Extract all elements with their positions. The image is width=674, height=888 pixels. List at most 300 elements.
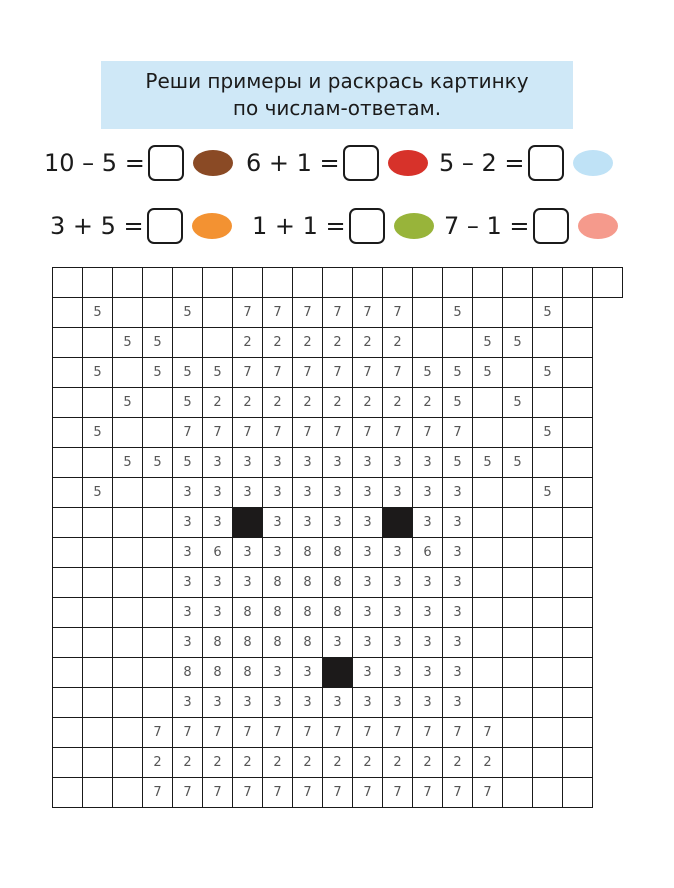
- grid-cell[interactable]: 3: [173, 628, 203, 658]
- grid-cell[interactable]: [83, 658, 113, 688]
- grid-cell[interactable]: 7: [383, 718, 413, 748]
- grid-cell[interactable]: 5: [473, 328, 503, 358]
- grid-cell[interactable]: 5: [113, 388, 143, 418]
- grid-cell[interactable]: 5: [443, 448, 473, 478]
- grid-cell[interactable]: [53, 418, 83, 448]
- grid-cell[interactable]: [353, 268, 383, 298]
- grid-cell[interactable]: [563, 298, 593, 328]
- grid-cell[interactable]: 3: [443, 628, 473, 658]
- grid-cell[interactable]: 7: [383, 418, 413, 448]
- grid-cell[interactable]: 3: [443, 538, 473, 568]
- grid-cell[interactable]: [113, 478, 143, 508]
- grid-cell[interactable]: [83, 268, 113, 298]
- grid-cell[interactable]: 2: [323, 748, 353, 778]
- grid-cell[interactable]: 7: [293, 298, 323, 328]
- grid-cell[interactable]: 7: [233, 298, 263, 328]
- grid-cell[interactable]: 3: [383, 568, 413, 598]
- grid-cell[interactable]: 3: [443, 658, 473, 688]
- grid-cell[interactable]: 7: [203, 418, 233, 448]
- grid-cell[interactable]: 7: [353, 358, 383, 388]
- grid-cell[interactable]: [563, 688, 593, 718]
- grid-cell[interactable]: [503, 478, 533, 508]
- grid-cell[interactable]: [143, 268, 173, 298]
- grid-cell[interactable]: [83, 448, 113, 478]
- grid-cell[interactable]: [563, 748, 593, 778]
- grid-cell[interactable]: [473, 658, 503, 688]
- grid-cell[interactable]: 8: [323, 568, 353, 598]
- grid-cell[interactable]: [503, 748, 533, 778]
- grid-cell[interactable]: 2: [353, 328, 383, 358]
- grid-cell[interactable]: [413, 268, 443, 298]
- grid-cell[interactable]: 3: [353, 688, 383, 718]
- grid-cell[interactable]: [83, 328, 113, 358]
- grid-cell[interactable]: [53, 478, 83, 508]
- grid-cell[interactable]: 5: [83, 358, 113, 388]
- grid-cell[interactable]: 3: [383, 688, 413, 718]
- grid-cell[interactable]: 7: [323, 418, 353, 448]
- grid-cell[interactable]: 8: [263, 598, 293, 628]
- grid-cell[interactable]: [113, 268, 143, 298]
- grid-cell[interactable]: [533, 658, 563, 688]
- grid-cell[interactable]: 7: [293, 418, 323, 448]
- grid-cell[interactable]: 7: [143, 718, 173, 748]
- grid-cell[interactable]: 3: [413, 628, 443, 658]
- grid-cell[interactable]: 5: [473, 448, 503, 478]
- grid-cell[interactable]: [83, 538, 113, 568]
- grid-cell[interactable]: [533, 538, 563, 568]
- grid-cell[interactable]: 3: [173, 598, 203, 628]
- grid-cell[interactable]: [203, 298, 233, 328]
- grid-cell[interactable]: 8: [233, 658, 263, 688]
- grid-cell[interactable]: [503, 298, 533, 328]
- grid-cell[interactable]: 5: [533, 418, 563, 448]
- grid-cell[interactable]: 3: [353, 538, 383, 568]
- grid-cell[interactable]: [113, 418, 143, 448]
- grid-cell[interactable]: 3: [263, 508, 293, 538]
- grid-cell[interactable]: 3: [293, 508, 323, 538]
- grid-cell[interactable]: [53, 658, 83, 688]
- grid-cell[interactable]: [503, 658, 533, 688]
- grid-cell[interactable]: 7: [413, 418, 443, 448]
- grid-cell[interactable]: 8: [203, 658, 233, 688]
- grid-cell[interactable]: [113, 778, 143, 808]
- grid-cell[interactable]: [563, 568, 593, 598]
- grid-cell[interactable]: 5: [143, 448, 173, 478]
- grid-cell[interactable]: 5: [173, 388, 203, 418]
- grid-cell[interactable]: 7: [353, 418, 383, 448]
- grid-cell[interactable]: 5: [533, 298, 563, 328]
- grid-cell[interactable]: 3: [173, 688, 203, 718]
- grid-cell[interactable]: 7: [323, 718, 353, 748]
- grid-cell[interactable]: 3: [323, 628, 353, 658]
- grid-cell[interactable]: 7: [323, 298, 353, 328]
- grid-cell[interactable]: [533, 718, 563, 748]
- grid-cell[interactable]: 7: [173, 718, 203, 748]
- grid-cell[interactable]: 2: [443, 748, 473, 778]
- grid-cell[interactable]: 3: [263, 478, 293, 508]
- grid-cell[interactable]: [563, 358, 593, 388]
- grid-cell[interactable]: 7: [263, 298, 293, 328]
- grid-cell[interactable]: 3: [413, 448, 443, 478]
- grid-cell[interactable]: [143, 688, 173, 718]
- grid-cell[interactable]: [473, 688, 503, 718]
- grid-cell[interactable]: 8: [233, 598, 263, 628]
- grid-cell[interactable]: 2: [263, 748, 293, 778]
- answer-box[interactable]: [147, 208, 183, 244]
- grid-cell[interactable]: 5: [473, 358, 503, 388]
- grid-cell[interactable]: 7: [173, 418, 203, 448]
- grid-cell[interactable]: 5: [173, 358, 203, 388]
- grid-cell[interactable]: 3: [203, 598, 233, 628]
- grid-cell[interactable]: [143, 568, 173, 598]
- grid-cell[interactable]: [473, 568, 503, 598]
- grid-cell[interactable]: [53, 688, 83, 718]
- grid-cell[interactable]: 7: [263, 358, 293, 388]
- grid-cell[interactable]: 3: [203, 688, 233, 718]
- grid-cell[interactable]: 6: [413, 538, 443, 568]
- grid-cell[interactable]: [563, 388, 593, 418]
- grid-cell[interactable]: [533, 328, 563, 358]
- grid-cell[interactable]: [113, 508, 143, 538]
- grid-cell[interactable]: [263, 268, 293, 298]
- grid-cell[interactable]: [533, 598, 563, 628]
- grid-cell[interactable]: [83, 508, 113, 538]
- grid-cell[interactable]: 7: [413, 718, 443, 748]
- grid-cell[interactable]: 2: [323, 328, 353, 358]
- grid-cell[interactable]: 3: [353, 478, 383, 508]
- grid-cell[interactable]: [473, 598, 503, 628]
- grid-cell[interactable]: [563, 448, 593, 478]
- grid-cell[interactable]: [563, 538, 593, 568]
- grid-cell[interactable]: [53, 538, 83, 568]
- grid-cell[interactable]: [503, 718, 533, 748]
- grid-cell[interactable]: 8: [293, 538, 323, 568]
- grid-cell[interactable]: [143, 598, 173, 628]
- grid-cell[interactable]: [533, 448, 563, 478]
- grid-cell[interactable]: 2: [263, 388, 293, 418]
- grid-cell[interactable]: 7: [323, 358, 353, 388]
- grid-cell[interactable]: 3: [293, 448, 323, 478]
- grid-cell[interactable]: 3: [233, 568, 263, 598]
- grid-cell[interactable]: [53, 718, 83, 748]
- grid-cell[interactable]: 7: [383, 358, 413, 388]
- grid-cell[interactable]: 6: [203, 538, 233, 568]
- grid-cell[interactable]: 3: [413, 478, 443, 508]
- grid-cell[interactable]: 5: [533, 358, 563, 388]
- grid-cell[interactable]: 7: [293, 358, 323, 388]
- grid-cell[interactable]: [53, 568, 83, 598]
- grid-cell[interactable]: 3: [353, 598, 383, 628]
- grid-cell[interactable]: 2: [383, 748, 413, 778]
- grid-cell[interactable]: 3: [443, 478, 473, 508]
- grid-cell[interactable]: [203, 268, 233, 298]
- grid-cell[interactable]: [293, 268, 323, 298]
- grid-cell[interactable]: 3: [353, 508, 383, 538]
- grid-cell[interactable]: [53, 748, 83, 778]
- grid-cell[interactable]: [53, 778, 83, 808]
- grid-cell[interactable]: [53, 358, 83, 388]
- grid-cell[interactable]: [113, 538, 143, 568]
- grid-cell[interactable]: [83, 688, 113, 718]
- grid-cell[interactable]: [83, 748, 113, 778]
- grid-cell[interactable]: 3: [443, 598, 473, 628]
- grid-cell[interactable]: 3: [263, 538, 293, 568]
- grid-cell[interactable]: [83, 388, 113, 418]
- grid-cell[interactable]: [143, 628, 173, 658]
- grid-cell[interactable]: [113, 718, 143, 748]
- grid-cell[interactable]: [563, 598, 593, 628]
- grid-cell[interactable]: [143, 478, 173, 508]
- grid-cell[interactable]: 3: [263, 448, 293, 478]
- grid-cell[interactable]: [563, 658, 593, 688]
- grid-cell[interactable]: [503, 598, 533, 628]
- grid-cell[interactable]: 5: [533, 478, 563, 508]
- grid-cell[interactable]: [563, 478, 593, 508]
- grid-cell[interactable]: [533, 688, 563, 718]
- grid-cell[interactable]: [563, 718, 593, 748]
- grid-cell[interactable]: [473, 298, 503, 328]
- grid-cell[interactable]: 2: [173, 748, 203, 778]
- answer-box[interactable]: [533, 208, 569, 244]
- grid-cell[interactable]: 2: [143, 748, 173, 778]
- grid-cell[interactable]: [563, 778, 593, 808]
- grid-cell[interactable]: [83, 628, 113, 658]
- grid-cell[interactable]: 2: [203, 748, 233, 778]
- grid-cell[interactable]: 3: [383, 628, 413, 658]
- grid-cell[interactable]: 3: [203, 508, 233, 538]
- grid-cell[interactable]: 5: [83, 418, 113, 448]
- grid-cell[interactable]: 3: [383, 478, 413, 508]
- grid-cell[interactable]: [53, 508, 83, 538]
- grid-cell[interactable]: 7: [323, 778, 353, 808]
- grid-cell[interactable]: 3: [353, 568, 383, 598]
- grid-cell[interactable]: 7: [353, 718, 383, 748]
- grid-cell[interactable]: 2: [203, 388, 233, 418]
- grid-cell[interactable]: [323, 268, 353, 298]
- grid-cell[interactable]: 8: [263, 568, 293, 598]
- grid-cell[interactable]: 3: [323, 688, 353, 718]
- grid-cell[interactable]: 2: [233, 748, 263, 778]
- grid-cell[interactable]: [563, 268, 593, 298]
- grid-cell[interactable]: 7: [143, 778, 173, 808]
- grid-cell[interactable]: [143, 658, 173, 688]
- grid-cell[interactable]: [503, 568, 533, 598]
- grid-cell[interactable]: 2: [263, 328, 293, 358]
- grid-cell[interactable]: 3: [233, 478, 263, 508]
- grid-cell[interactable]: 7: [293, 778, 323, 808]
- grid-cell[interactable]: [533, 568, 563, 598]
- grid-cell[interactable]: 8: [323, 598, 353, 628]
- grid-cell[interactable]: 3: [203, 568, 233, 598]
- grid-cell[interactable]: 3: [323, 448, 353, 478]
- grid-cell[interactable]: 8: [293, 568, 323, 598]
- grid-cell[interactable]: 8: [293, 598, 323, 628]
- grid-cell[interactable]: 7: [233, 418, 263, 448]
- grid-cell[interactable]: [533, 748, 563, 778]
- grid-cell[interactable]: [53, 628, 83, 658]
- grid-cell[interactable]: 7: [233, 778, 263, 808]
- grid-cell[interactable]: 3: [413, 568, 443, 598]
- grid-cell[interactable]: 2: [323, 388, 353, 418]
- grid-cell[interactable]: 8: [173, 658, 203, 688]
- grid-cell[interactable]: 3: [173, 568, 203, 598]
- grid-cell[interactable]: 5: [113, 448, 143, 478]
- grid-cell[interactable]: [173, 328, 203, 358]
- grid-cell[interactable]: 3: [173, 478, 203, 508]
- grid-cell[interactable]: 7: [383, 298, 413, 328]
- grid-cell[interactable]: 5: [83, 478, 113, 508]
- grid-cell[interactable]: 5: [173, 298, 203, 328]
- grid-cell[interactable]: 7: [233, 358, 263, 388]
- grid-cell[interactable]: 8: [323, 538, 353, 568]
- grid-cell[interactable]: 7: [443, 418, 473, 448]
- grid-cell[interactable]: [143, 538, 173, 568]
- grid-cell-filled[interactable]: [323, 658, 353, 688]
- grid-cell[interactable]: [233, 268, 263, 298]
- grid-cell[interactable]: 3: [353, 448, 383, 478]
- grid-cell[interactable]: [473, 478, 503, 508]
- grid-cell[interactable]: [113, 568, 143, 598]
- grid-cell[interactable]: 3: [323, 478, 353, 508]
- grid-cell[interactable]: [383, 268, 413, 298]
- grid-cell[interactable]: 3: [293, 478, 323, 508]
- answer-box[interactable]: [349, 208, 385, 244]
- grid-cell[interactable]: 3: [323, 508, 353, 538]
- grid-cell[interactable]: 3: [293, 658, 323, 688]
- grid-cell[interactable]: 2: [413, 748, 443, 778]
- grid-cell[interactable]: 5: [503, 388, 533, 418]
- grid-cell[interactable]: 5: [113, 328, 143, 358]
- grid-cell[interactable]: 7: [203, 718, 233, 748]
- grid-cell[interactable]: 5: [173, 448, 203, 478]
- grid-cell[interactable]: [503, 418, 533, 448]
- grid-cell[interactable]: 5: [443, 358, 473, 388]
- grid-cell[interactable]: [53, 298, 83, 328]
- answer-box[interactable]: [528, 145, 564, 181]
- grid-cell[interactable]: 5: [143, 358, 173, 388]
- grid-cell[interactable]: 7: [233, 718, 263, 748]
- grid-cell[interactable]: 3: [413, 658, 443, 688]
- grid-cell[interactable]: [53, 388, 83, 418]
- grid-cell[interactable]: [143, 298, 173, 328]
- grid-cell[interactable]: 3: [233, 448, 263, 478]
- grid-cell[interactable]: 3: [263, 688, 293, 718]
- grid-cell[interactable]: [113, 358, 143, 388]
- grid-cell[interactable]: [113, 658, 143, 688]
- grid-cell[interactable]: [173, 268, 203, 298]
- grid-cell[interactable]: [53, 328, 83, 358]
- grid-cell[interactable]: [413, 298, 443, 328]
- grid-cell[interactable]: [563, 628, 593, 658]
- grid-cell[interactable]: [473, 268, 503, 298]
- grid-cell[interactable]: 3: [443, 508, 473, 538]
- grid-cell[interactable]: [533, 388, 563, 418]
- grid-cell[interactable]: [83, 778, 113, 808]
- grid-cell[interactable]: [473, 538, 503, 568]
- grid-cell[interactable]: [83, 598, 113, 628]
- grid-cell[interactable]: 3: [413, 598, 443, 628]
- grid-cell[interactable]: 3: [173, 538, 203, 568]
- grid-cell[interactable]: [533, 778, 563, 808]
- grid-cell[interactable]: 8: [233, 628, 263, 658]
- grid-cell[interactable]: 7: [353, 778, 383, 808]
- grid-cell[interactable]: [413, 328, 443, 358]
- grid-cell[interactable]: 7: [473, 778, 503, 808]
- answer-box[interactable]: [148, 145, 184, 181]
- answer-box[interactable]: [343, 145, 379, 181]
- grid-cell[interactable]: [533, 268, 563, 298]
- grid-cell[interactable]: 8: [203, 628, 233, 658]
- grid-cell[interactable]: 3: [173, 508, 203, 538]
- grid-cell[interactable]: 3: [203, 478, 233, 508]
- grid-cell[interactable]: 5: [203, 358, 233, 388]
- grid-cell[interactable]: 5: [443, 298, 473, 328]
- grid-cell[interactable]: [113, 598, 143, 628]
- grid-cell[interactable]: 3: [353, 628, 383, 658]
- grid-cell[interactable]: [473, 418, 503, 448]
- grid-cell[interactable]: 7: [443, 778, 473, 808]
- grid-cell[interactable]: [503, 778, 533, 808]
- grid-cell[interactable]: 2: [353, 388, 383, 418]
- grid-cell[interactable]: 2: [293, 748, 323, 778]
- grid-cell[interactable]: 2: [233, 328, 263, 358]
- grid-cell[interactable]: 7: [173, 778, 203, 808]
- grid-cell[interactable]: [83, 718, 113, 748]
- grid-cell[interactable]: [503, 688, 533, 718]
- grid-cell[interactable]: 8: [293, 628, 323, 658]
- grid-cell[interactable]: [113, 298, 143, 328]
- grid-cell[interactable]: 2: [383, 328, 413, 358]
- grid-cell[interactable]: [113, 688, 143, 718]
- grid-cell[interactable]: 3: [383, 598, 413, 628]
- grid-cell[interactable]: 2: [353, 748, 383, 778]
- grid-cell[interactable]: [473, 628, 503, 658]
- grid-cell[interactable]: 3: [263, 658, 293, 688]
- grid-cell[interactable]: [563, 328, 593, 358]
- grid-cell[interactable]: [53, 598, 83, 628]
- grid-cell[interactable]: 2: [473, 748, 503, 778]
- grid-cell[interactable]: 7: [263, 778, 293, 808]
- grid-cell[interactable]: 5: [443, 388, 473, 418]
- grid-cell[interactable]: [563, 508, 593, 538]
- grid-cell-filled[interactable]: [233, 508, 263, 538]
- grid-cell[interactable]: [143, 388, 173, 418]
- grid-cell[interactable]: 3: [353, 658, 383, 688]
- grid-cell[interactable]: 8: [263, 628, 293, 658]
- grid-cell[interactable]: [53, 268, 83, 298]
- grid-cell[interactable]: 3: [383, 538, 413, 568]
- grid-cell[interactable]: 5: [503, 448, 533, 478]
- grid-cell[interactable]: [143, 508, 173, 538]
- grid-cell[interactable]: [113, 628, 143, 658]
- grid-cell[interactable]: 7: [443, 718, 473, 748]
- grid-cell[interactable]: 3: [203, 448, 233, 478]
- grid-cell[interactable]: 7: [383, 778, 413, 808]
- grid-cell[interactable]: [473, 388, 503, 418]
- grid-cell[interactable]: 2: [413, 388, 443, 418]
- grid-cell[interactable]: [113, 748, 143, 778]
- grid-cell[interactable]: [203, 328, 233, 358]
- grid-cell[interactable]: 7: [353, 298, 383, 328]
- grid-cell[interactable]: [593, 268, 623, 298]
- grid-cell[interactable]: 3: [233, 688, 263, 718]
- grid-cell[interactable]: 5: [503, 328, 533, 358]
- grid-cell[interactable]: 3: [413, 508, 443, 538]
- grid-cell[interactable]: [443, 268, 473, 298]
- grid-cell[interactable]: [503, 268, 533, 298]
- grid-cell[interactable]: 2: [233, 388, 263, 418]
- grid-cell[interactable]: [443, 328, 473, 358]
